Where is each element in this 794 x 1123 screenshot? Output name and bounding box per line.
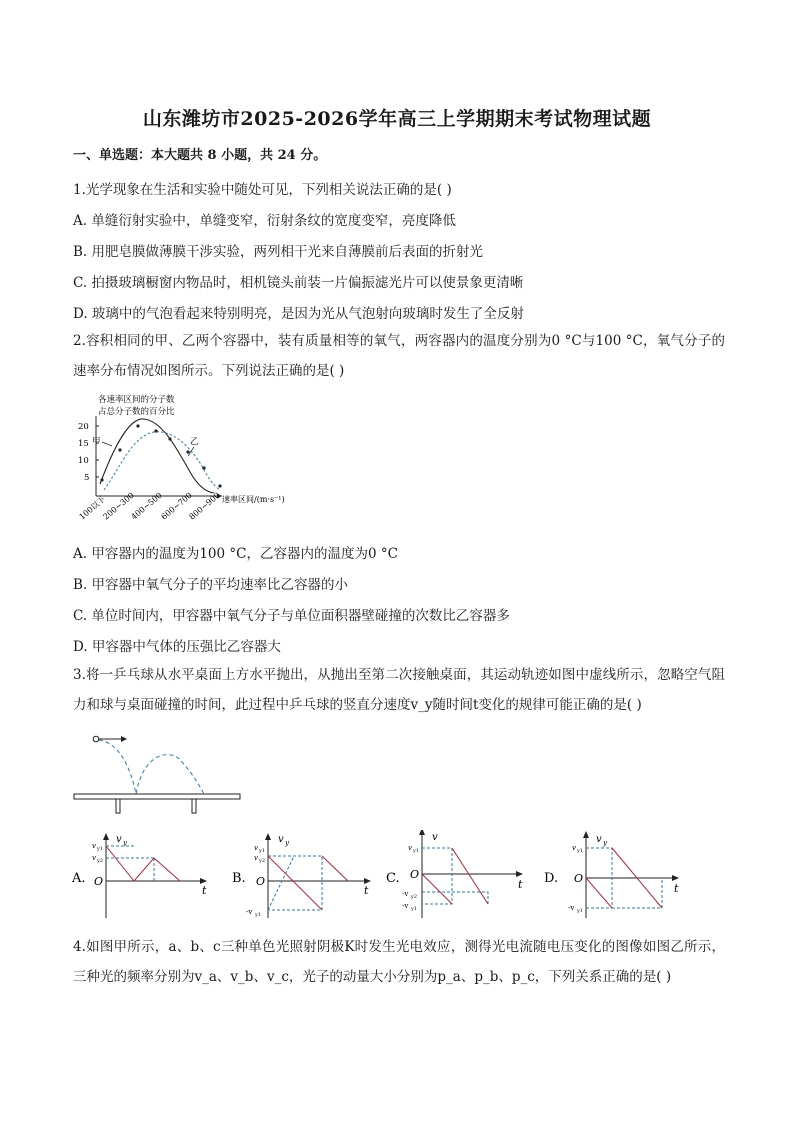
svg-text:t: t	[518, 878, 523, 891]
svg-text:O: O	[574, 872, 584, 885]
page-title: 山东潍坊市2025-2026学年高三上学期期末考试物理试题	[142, 108, 652, 130]
svg-text:v: v	[254, 854, 258, 862]
svg-text:y: y	[285, 839, 289, 847]
svg-text:-v: -v	[568, 904, 575, 912]
svg-text:-v: -v	[402, 890, 409, 898]
svg-text:-v: -v	[246, 908, 253, 916]
q3-option-a-label: A.	[72, 871, 86, 886]
q3-option-b-label: B.	[232, 871, 246, 886]
section-heading: 一、单选题：本大题共 8 小题，共 24 分。	[73, 148, 327, 163]
table-top	[74, 794, 240, 799]
velocity-arrow-icon	[121, 736, 127, 742]
svg-text:O: O	[410, 868, 420, 881]
svg-text:y1: y1	[97, 846, 104, 852]
q3-options-graphs	[72, 830, 692, 922]
q3-table-trajectory-figure	[72, 730, 244, 818]
q4-stem: 4.如图甲所示，a、b、c三种单色光照射阴极K时发生光电效应，测得光电流随电压变化的图像如图乙所示，三种光的频率分别为v_a、v_b、v_c，光子的动量大小分别为p_a、p_b、p_c，下列关系正确的是( )	[73, 939, 725, 985]
q2-ytick: 15	[78, 439, 89, 449]
q1-option-d: D. 玻璃中的气泡看起来特别明亮，是因为光从气泡射向玻璃时发生了全反射	[73, 306, 524, 322]
q2-ylabel-2: 占总分子数的百分比	[98, 407, 175, 417]
q2-xtick: 400~500	[129, 490, 164, 522]
q2-option-a: A. 甲容器内的温度为100 °C，乙容器内的温度为0 °C	[73, 546, 398, 562]
svg-text:v: v	[116, 834, 122, 845]
q2-xlabel: 速率区间/(m·s⁻¹)	[222, 495, 285, 504]
svg-text:v: v	[432, 832, 438, 843]
q1-option-a: A. 单缝衍射实验中，单缝变窄，衍射条纹的宽度变窄，亮度降低	[73, 213, 456, 229]
svg-text:v: v	[596, 834, 602, 845]
svg-text:t: t	[202, 884, 207, 897]
q1-option-b: B. 用肥皂膜做薄膜干涉实验，两列相干光来自薄膜前后表面的折射光	[73, 244, 484, 260]
svg-text:v: v	[254, 844, 258, 852]
q2-xtick: 600~700	[159, 490, 194, 522]
svg-text:O: O	[94, 875, 104, 888]
q2-speed-distribution-figure	[72, 392, 304, 524]
svg-text:O: O	[256, 875, 266, 888]
q2-label-yi: 乙	[190, 437, 199, 447]
q2-xtick: 200~300	[101, 490, 136, 522]
q2-ytick: 5	[84, 473, 90, 483]
trajectory-dashed	[99, 740, 204, 794]
svg-text:v: v	[408, 844, 412, 852]
q2-label-jia: 甲	[92, 437, 101, 447]
table-leg	[192, 799, 196, 813]
svg-text:y1: y1	[577, 908, 584, 914]
svg-text:t: t	[674, 882, 679, 895]
q2-stem: 2.容积相同的甲、乙两个容器中，装有质量相等的氧气，两容器内的温度分别为0 °C与100 °C，氧气分子的速率分布情况如图所示。下列说法正确的是( )	[73, 333, 725, 379]
q2-ylabel-1: 各速率区间的分子数	[98, 395, 175, 405]
q3-graph-d	[568, 831, 679, 918]
q3-option-d-label: D.	[544, 871, 559, 886]
q2-ytick: 20	[78, 422, 89, 432]
svg-text:y1: y1	[411, 906, 418, 912]
svg-text:y1: y1	[259, 848, 266, 854]
q2-option-b: B. 甲容器中氧气分子的平均速率比乙容器的小	[73, 577, 349, 593]
svg-text:y2: y2	[97, 858, 104, 864]
q2-curve-yi	[104, 432, 220, 490]
q1-option-c: C. 拍摄玻璃橱窗内物品时，相机镜头前装一片偏振滤光片可以使景象更清晰	[73, 275, 524, 291]
svg-text:y1: y1	[413, 848, 420, 854]
table-leg	[116, 799, 120, 813]
svg-text:y2: y2	[411, 894, 418, 900]
svg-text:t: t	[364, 884, 369, 897]
q3-stem: 3.将一乒乓球从水平桌面上方水平抛出，从抛出至第二次接触桌面，其运动轨迹如图中虚线所示，忽略空气阻力和球与桌面碰撞的时间，此过程中乒乓球的竖直分速度v_y随时间t变化的规律可能正确的是( )	[73, 667, 725, 713]
svg-text:y: y	[123, 839, 127, 847]
svg-text:y1: y1	[577, 848, 584, 854]
ball-icon	[93, 736, 99, 742]
q2-option-d: D. 甲容器中气体的压强比乙容器大	[73, 639, 281, 655]
svg-text:v: v	[92, 842, 96, 850]
q1-stem: 1.光学现象在生活和实验中随处可见，下列相关说法正确的是( )	[73, 182, 452, 198]
svg-text:v: v	[92, 854, 96, 862]
q3-graph-a	[92, 833, 207, 918]
svg-text:y1: y1	[255, 912, 262, 918]
svg-text:y2: y2	[259, 858, 266, 864]
svg-text:v: v	[572, 844, 576, 852]
q3-option-c-label: C.	[386, 871, 400, 886]
q3-graph-b	[246, 833, 371, 918]
svg-text:-v: -v	[402, 902, 409, 910]
q3-graph-c	[402, 830, 523, 918]
q2-option-c: C. 单位时间内，甲容器中氧气分子与单位面积器壁碰撞的次数比乙容器多	[73, 608, 510, 624]
svg-text:y: y	[603, 839, 607, 847]
q2-xtick: 800~900	[187, 490, 222, 522]
q2-xtick: 100以下	[77, 494, 108, 522]
q2-ytick: 10	[78, 456, 89, 466]
svg-text:v: v	[278, 834, 284, 845]
